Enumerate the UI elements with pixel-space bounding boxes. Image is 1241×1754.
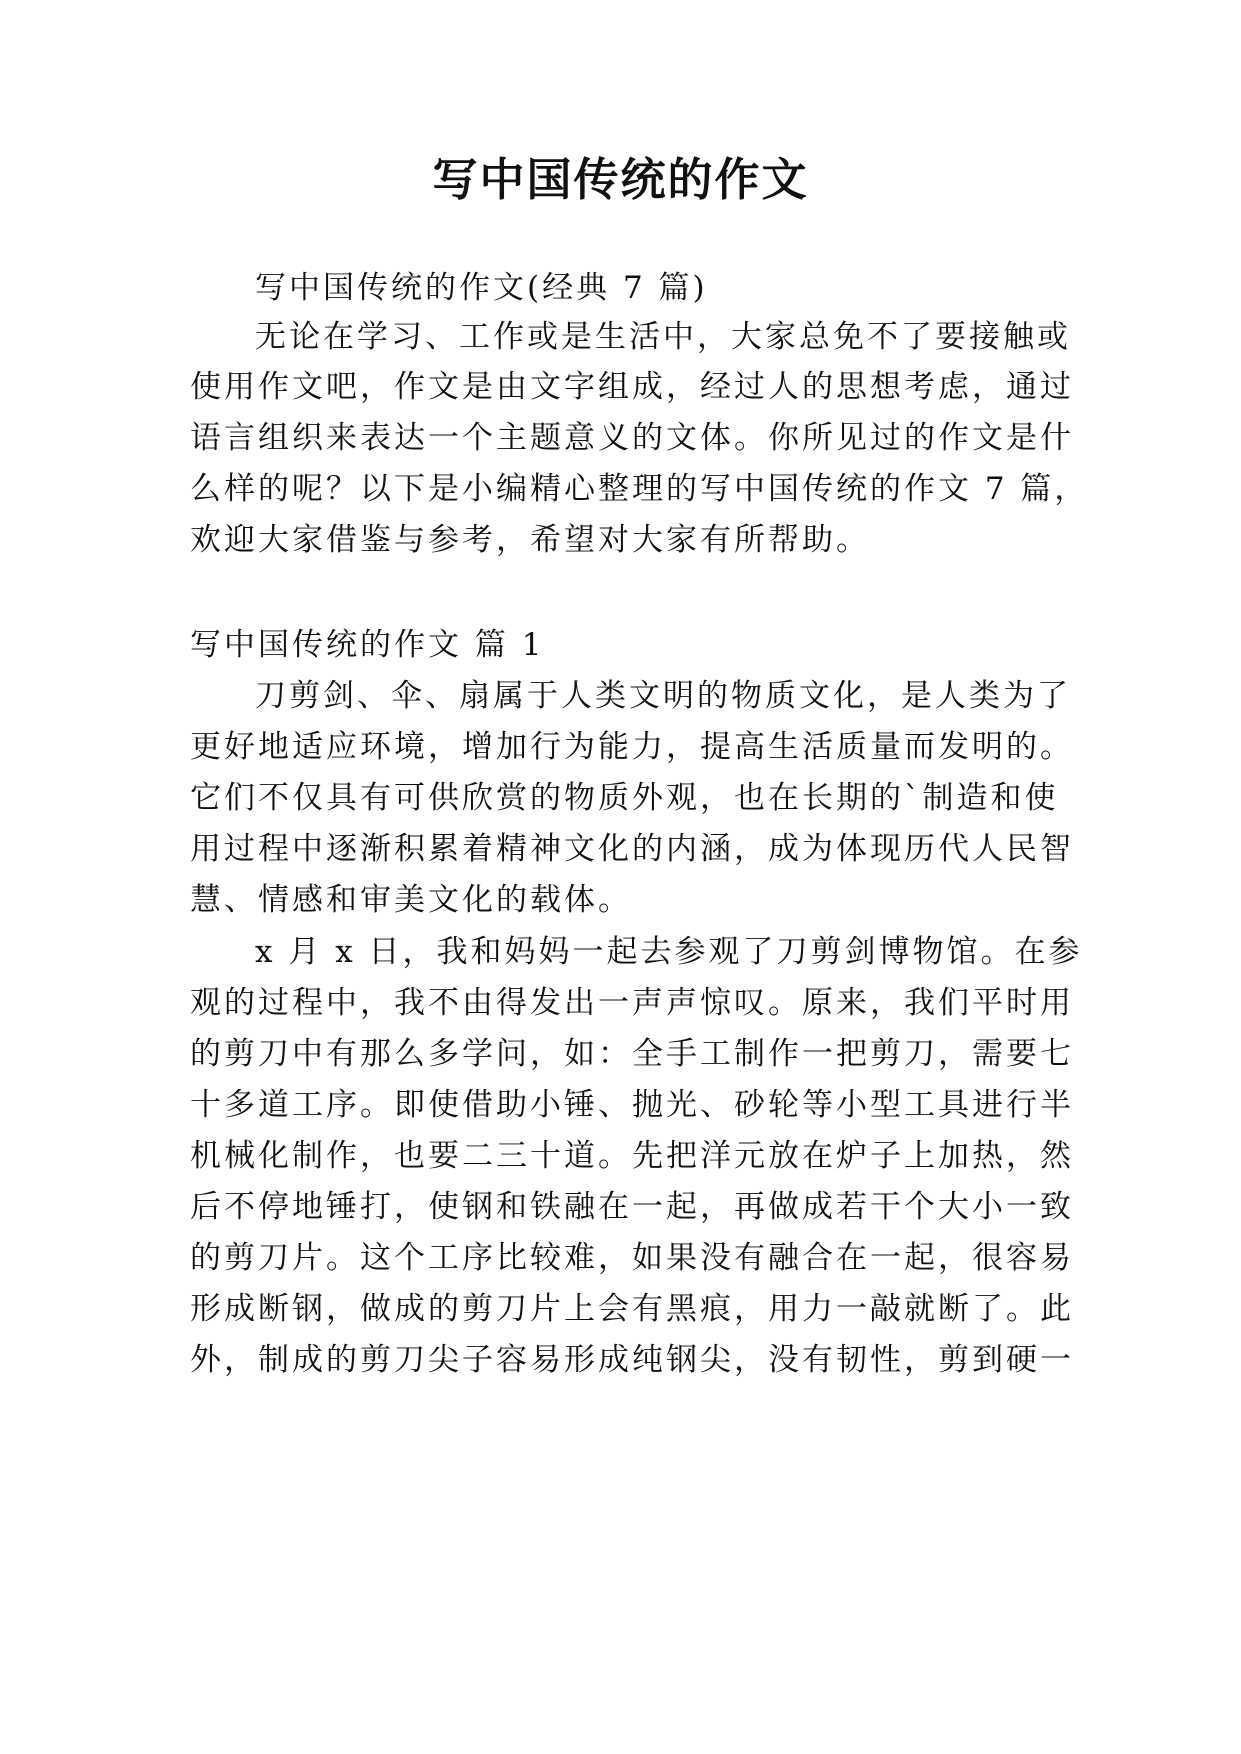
section-heading: 写中国传统的作文 篇 1 — [190, 627, 545, 663]
document-subtitle: 写中国传统的作文(经典 7 篇) — [255, 270, 708, 306]
intro-line: 语言组织来表达一个主题意义的文体。你所见过的作文是什 — [190, 420, 1074, 456]
intro-line: 使用作文吧，作文是由文字组成，经过人的思想考虑，通过 — [190, 369, 1074, 405]
intro-line: 欢迎大家借鉴与参考，希望对大家有所帮助。 — [190, 522, 870, 558]
paragraph-line: x 月 x 日，我和妈妈一起去参观了刀剪剑博物馆。在参 — [255, 934, 1083, 970]
paragraph-line: 观的过程中，我不由得发出一声声惊叹。原来，我们平时用 — [190, 985, 1074, 1021]
paragraph-line: 后不停地锤打，使钢和铁融在一起，再做成若干个大小一致 — [190, 1189, 1074, 1225]
paragraph-line: 的剪刀中有那么多学问，如：全手工制作一把剪刀，需要七 — [190, 1036, 1074, 1072]
intro-line: 无论在学习、工作或是生活中，大家总免不了要接触或 — [255, 319, 1071, 355]
paragraph-line: 慧、情感和审美文化的载体。 — [190, 882, 632, 918]
paragraph-line: 机械化制作，也要二三十道。先把洋元放在炉子上加热，然 — [190, 1138, 1074, 1174]
paragraph-line: 的剪刀片。这个工序比较难，如果没有融合在一起，很容易 — [190, 1240, 1074, 1276]
paragraph-line: 更好地适应环境，增加行为能力，提高生活质量而发明的。 — [190, 729, 1074, 765]
paragraph-line: 十多道工序。即使借助小锤、抛光、砂轮等小型工具进行半 — [190, 1087, 1074, 1123]
intro-line: 么样的呢？以下是小编精心整理的写中国传统的作文 7 篇， — [190, 471, 1089, 507]
paragraph-line: 形成断钢，做成的剪刀片上会有黑痕，用力一敲就断了。此 — [190, 1291, 1074, 1327]
document-title: 写中国传统的作文 — [432, 153, 809, 206]
paragraph-line: 用过程中逐渐积累着精神文化的内涵，成为体现历代人民智 — [190, 831, 1074, 867]
paragraph-line: 外，制成的剪刀尖子容易形成纯钢尖，没有韧性，剪到硬一 — [190, 1342, 1074, 1378]
paragraph-line: 刀剪剑、伞、扇属于人类文明的物质文化，是人类为了 — [255, 678, 1071, 714]
paragraph-line: 它们不仅具有可供欣赏的物质外观，也在长期的`制造和使 — [190, 780, 1059, 816]
